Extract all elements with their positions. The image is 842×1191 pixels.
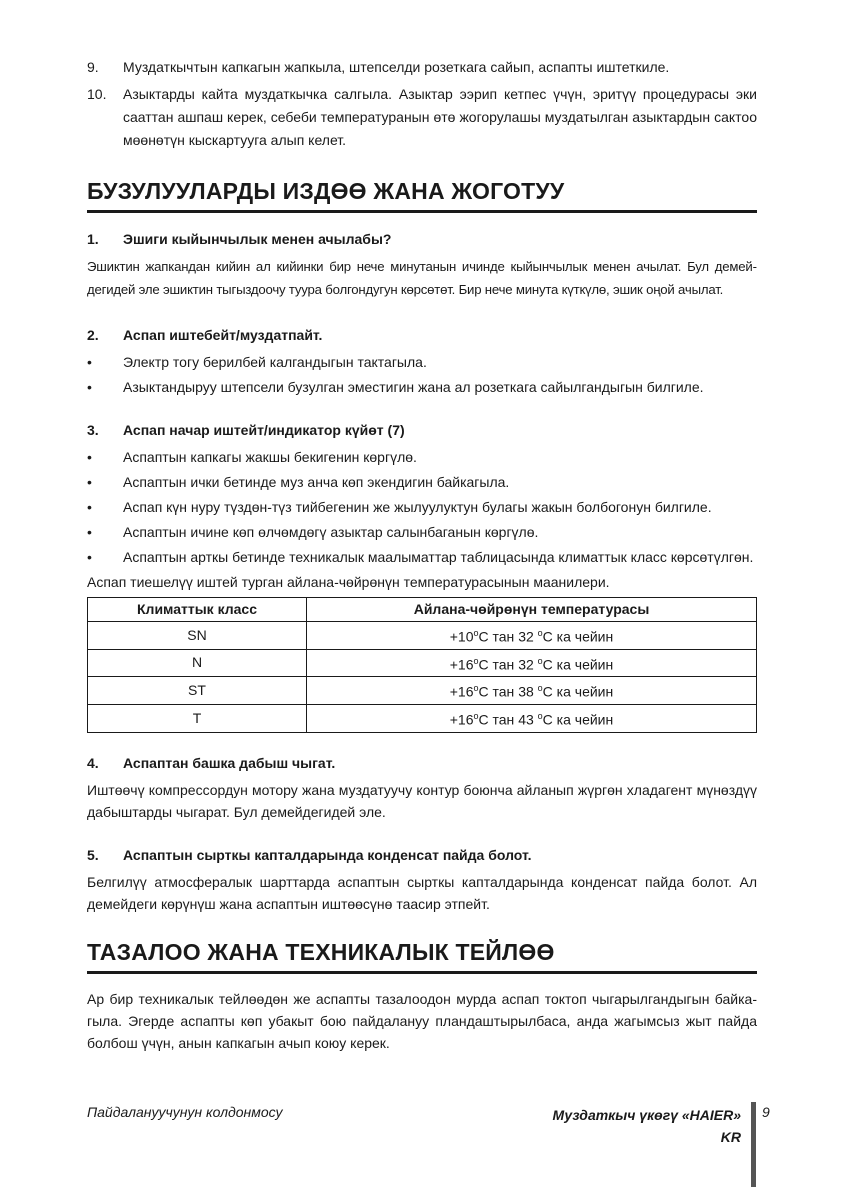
question-1-heading: [87, 229, 757, 249]
table-cell-temp: $+16^oC$ тан 43 $^o$C ка чейин: [307, 704, 757, 732]
table-header: Айлана-чөйрөнүн температурасы: [307, 598, 757, 622]
table-cell-temp: $+16^oC$ тан 32 $^o$C ка чейин: [307, 649, 757, 677]
footer-divider: [751, 1102, 756, 1187]
question-5-heading: [87, 845, 757, 865]
table-cell-class: SN: [88, 622, 307, 650]
list-item: [87, 446, 757, 468]
question-title: Аспаптан башка дабыш чыгат.: [123, 754, 336, 771]
intro-item-10: [87, 83, 757, 152]
item-number: 10.: [87, 86, 107, 102]
bullet-glyph: •: [87, 379, 92, 395]
question-4-text: Иштөөчү компрессордун мотору жана муздатуучу контур боюнча айланып жүргөн хладагент мүнөздүү дабыштарды чыгарат. Бул демейдегидей эле.: [87, 781, 757, 820]
list-item: [87, 521, 757, 543]
question-number: 4.: [87, 754, 99, 771]
list-item: [87, 471, 757, 493]
table-header-row: [88, 598, 757, 622]
question-number: 5.: [87, 846, 99, 863]
table-cell-class: T: [88, 704, 307, 732]
list-item: [87, 351, 757, 373]
question-title: Эшиги кыйынчылык менен ачылабы?: [123, 231, 392, 247]
page-number: 9: [762, 1104, 770, 1120]
question-number: 3.: [87, 422, 99, 438]
question-number: 1.: [87, 231, 99, 247]
bullet-glyph: •: [87, 474, 92, 490]
question-number: 2.: [87, 327, 99, 343]
question-title: Аспап иштебейт/муздатпайт.: [123, 327, 323, 343]
list-item-text: Азыктандыруу штепсели бузулган эместигин жана ал розеткага сайылгандыгын билгиле.: [123, 379, 704, 395]
table-row: [88, 677, 757, 705]
item-text: Муздаткычтын капкагын жапкыла, штепселди розеткага сайып, аспапты иштеткиле.: [123, 59, 670, 75]
list-item-text: Аспап күн нуру түздөн-түз тийбегенин же жылуулуктун булагы жакын болбогонун билгиле.: [123, 499, 712, 515]
bullet-glyph: •: [87, 354, 92, 370]
table-cell-class: N: [88, 649, 307, 677]
list-item: [87, 376, 757, 398]
question-3-heading: [87, 420, 757, 440]
question-title: Аспаптын сырткы капталдарында конденсат пайда болот.: [123, 846, 532, 863]
bullet-glyph: •: [87, 499, 92, 515]
footer-product: [553, 1104, 741, 1148]
list-item-text: Аспаптын капкагы жакшы бекигенин көргүлө.: [123, 449, 417, 465]
table-row: [88, 622, 757, 650]
section-heading-troubleshooting: БУЗУЛУУЛАРДЫ ИЗДӨӨ ЖАНА ЖОГОТУУ: [87, 176, 757, 213]
list-item-text: Аспаптын ички бетинде муз анча көп экендигин байкагыла.: [123, 474, 510, 490]
table-cell-class: ST: [88, 677, 307, 705]
footer-product-name: Муздаткыч үкөгү «HAIER»: [552, 1107, 741, 1123]
question-title: Аспап начар иштейт/индикатор күйөт (7): [123, 422, 405, 438]
table-row: [88, 649, 757, 677]
question-5-text: Белгилүү атмосфералык шарттарда аспаптын сырткы капталдарында конденсат пайда болот. Ал демейдеги көрүнүш жана аспаптын иштөөсүнө таасир этпейт.: [87, 873, 757, 912]
bullet-glyph: •: [87, 449, 92, 465]
list-item-text: Электр тогу берилбей калгандыгын тактагыла.: [123, 354, 427, 370]
list-item-text: Аспаптын ичине көп өлчөмдөгү азыктар салынбаганын көргүлө.: [123, 524, 539, 540]
table-row: [88, 704, 757, 732]
bullet-glyph: •: [87, 524, 92, 540]
table-header: Климаттык класс: [88, 598, 307, 622]
cleaning-text: Ар бир техникалык тейлөөдөн же аспапты тазалоодон мурда аспап токтоп чыгарылгандыгын байкагыла. Эгерде аспапты көп убакыт бою пайдалануу пландаштырылбаса, анда жагымсыз жыт пайда болбош үчүн, анын капкагын ачып коюу керек.: [87, 990, 757, 1051]
list-item: [87, 496, 757, 518]
climate-class-table: [87, 597, 757, 733]
table-cell-temp: $+16^oC$ тан 38 $^o$C ка чейин: [307, 677, 757, 705]
question-2-heading: [87, 325, 757, 345]
table-cell-temp: $+10^oC$ тан 32 $^o$C ка чейин: [307, 622, 757, 650]
list-item: [87, 546, 757, 568]
footer-manual-title: Пайдалануучунун колдонмосу: [87, 1104, 283, 1120]
question-1-text: Эшиктин жапкандан кийин ал кийинки бир нече минутанын ичинде кыйынчылык менен ачылат. Бул демейдегидей эле эшиктин тыгыздоочу туура болгондугун көрсөтөт. Бир нече минута күткүлө, эшик оңой ачылат.: [87, 259, 757, 297]
section-heading-cleaning: ТАЗАЛОО ЖАНА ТЕХНИКАЛЫК ТЕЙЛӨӨ: [87, 937, 757, 974]
question-3-after-text: Аспап тиешелүү иштей турган айлана-чөйрөнүн температурасынын маанилери.: [87, 574, 610, 590]
list-item-text: Аспаптын арткы бетинде техникалык маалыматтар таблицасында климаттык класс көрсөтүлгөн.: [123, 549, 754, 565]
item-number: 9.: [87, 59, 99, 75]
page-content: [87, 56, 757, 1054]
intro-item-9: [87, 56, 757, 79]
footer-language-code: KR: [720, 1129, 741, 1145]
question-4-heading: [87, 753, 757, 773]
bullet-glyph: •: [87, 549, 92, 565]
item-text: Азыктарды кайта муздаткычка салгыла. Азыктар ээрип кетпес үчүн, эритүү процедурасы эки сааттан ашпаш керек, себеби температуранын өтө жогорулашы муздатылган азыктардын сактоо мөөнөтүн кыскартууга алып келет.: [123, 86, 757, 148]
